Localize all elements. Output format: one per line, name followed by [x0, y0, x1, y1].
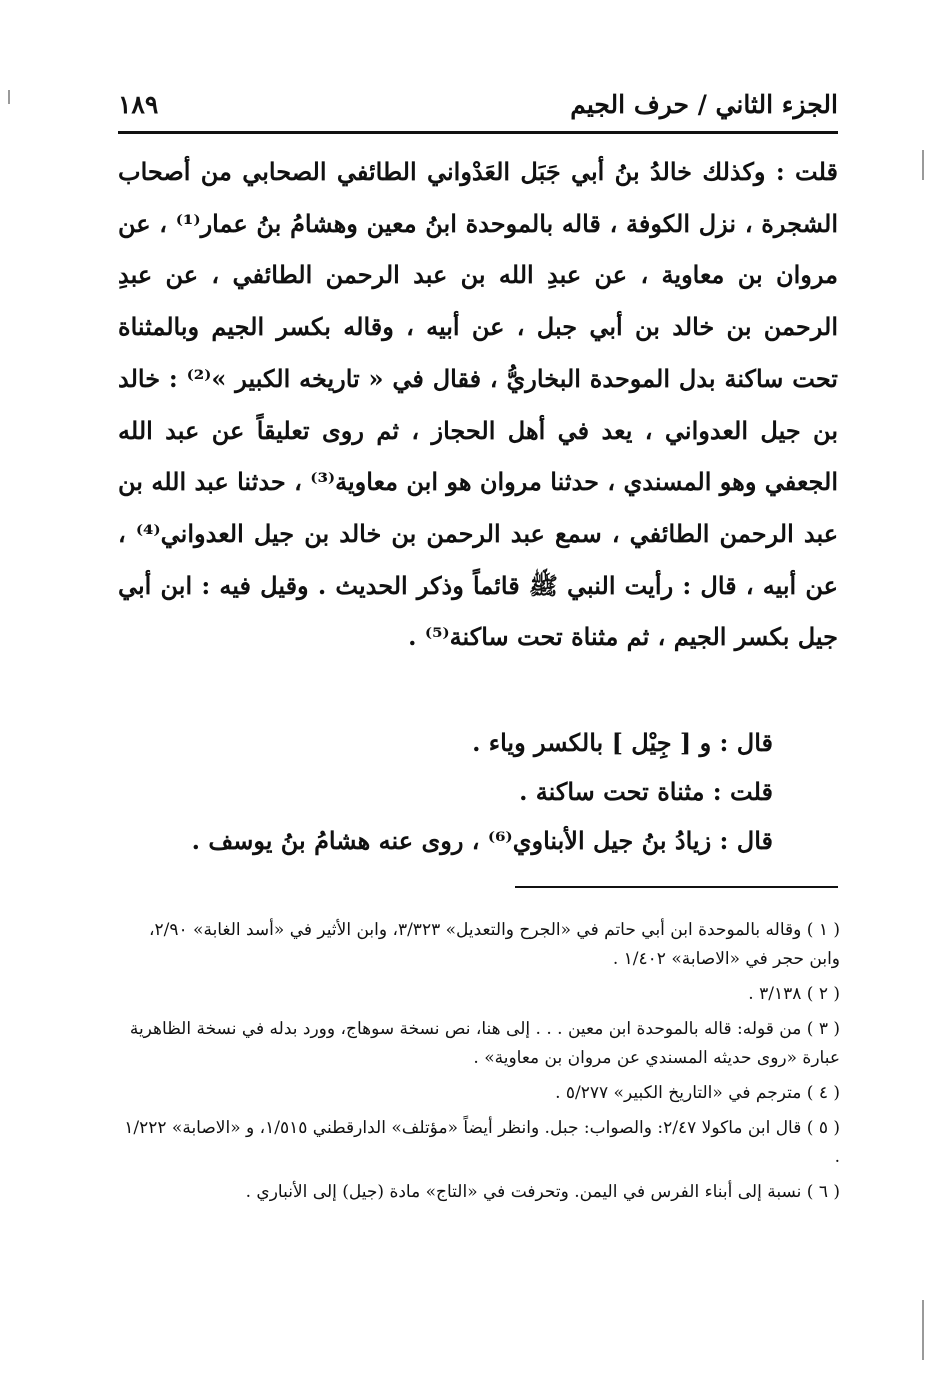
main-text — [118, 146, 838, 663]
footnote-rule — [515, 886, 838, 888]
text-line: قال : و [ جِيْل ] بالكسر وياء . — [472, 728, 773, 757]
scan-edge-mark — [922, 1300, 924, 1360]
footnote-number: ( ٥ ) — [806, 1118, 840, 1138]
footnote — [118, 980, 840, 1009]
header-rule — [118, 131, 838, 134]
footnote-text: مترجم في «التاريخ الكبير» ٥/٢٧٧ . — [555, 1083, 802, 1103]
footnote — [118, 916, 840, 974]
footnote-number: ( ٤ ) — [806, 1083, 840, 1103]
footnote — [118, 1114, 840, 1172]
text-line: قال : زيادُ بنُ جيل الأبناوي⁽⁶⁾ ، روى عنه هشامُ بنُ يوسف . — [191, 826, 773, 855]
footnote-number: ( ٦ ) — [806, 1182, 840, 1202]
main-short-lines — [118, 718, 773, 865]
footnote-number: ( ١ ) — [806, 920, 840, 940]
scan-edge-mark — [8, 90, 10, 104]
footnote-text: قال ابن ماكولا ٢/٤٧: والصواب: جبل. وانظر أيضاً «مؤتلف» الدارقطني ١/٥١٥، و «الاصابة» ١/٢٢٢ . — [124, 1118, 840, 1167]
page-number: ١٨٩ — [118, 90, 159, 119]
footnote — [118, 1178, 840, 1207]
header-title: الجزء الثاني / حرف الجيم — [570, 90, 838, 119]
footnote-text: ٣/١٣٨ . — [748, 984, 802, 1004]
footnote-text: وقاله بالموحدة ابن أبي حاتم في «الجرح والتعديل» ٣/٣٢٣، وابن الأثير في «أسد الغابة» ٢/٩٠، وابن حجر في «الاصابة» ١/٤٠٢ . — [149, 920, 840, 969]
footnote-number: ( ٢ ) — [806, 984, 840, 1004]
text-line: قلت : مثناة تحت ساكنة . — [519, 777, 773, 806]
footnote-text: من قوله: قاله بالموحدة ابن معين . . . إلى هنا، نص نسخة سوهاج، وورد بدله في نسخة الظاهرية عبارة «روى حديثه المسندي عن مروان بن معاوية» . — [129, 1019, 840, 1068]
scan-edge-mark — [922, 150, 924, 180]
main-paragraph: قلت : وكذلك خالدُ بنُ أبي جَبَل العَدْواني الطائفي الصحابي من أصحاب الشجرة ، نزل الكوفة ، قاله بالموحدة ابنُ معين وهشامُ بنُ عمار⁽¹⁾ ، عن مروان بن معاوية ، عن عبدِ الله بن عبد الرحمن الطائفي ، عن عبدِ الرحمن بن خالد بن أبي جبل ، عن أبيه ، وقاله بكسر الجيم وبالمثناة تحت ساكنة بدل الموحدة البخاريُّ ، فقال في « تاريخه الكبير »⁽²⁾ : خالد بن جيل العدواني ، يعد في أهل الحجاز ، ثم روى تعليقاً عن عبد الله الجعفي وهو المسندي ، حدثنا مروان هو ابن معاوية⁽³⁾ ، حدثنا عبد الله بن عبد الرحمن الطائفي ، سمع عبد الرحمن بن خالد بن جيل العدواني⁽⁴⁾ ، عن أبيه ، قال : رأيت النبي ﷺ قائماً وذكر الحديث . وقيل فيه : ابن أبي جيل بكسر الجيم ، ثم مثناة تحت ساكنة⁽⁵⁾ . — [118, 157, 839, 652]
footnotes — [118, 916, 840, 1213]
running-header — [118, 82, 838, 130]
footnote-number: ( ٣ ) — [806, 1019, 840, 1039]
footnote-text: نسبة إلى أبناء الفرس في اليمن. وتحرفت في «التاج» مادة (جيل) إلى الأنباري . — [245, 1182, 802, 1202]
footnote — [118, 1015, 840, 1073]
footnote — [118, 1079, 840, 1108]
